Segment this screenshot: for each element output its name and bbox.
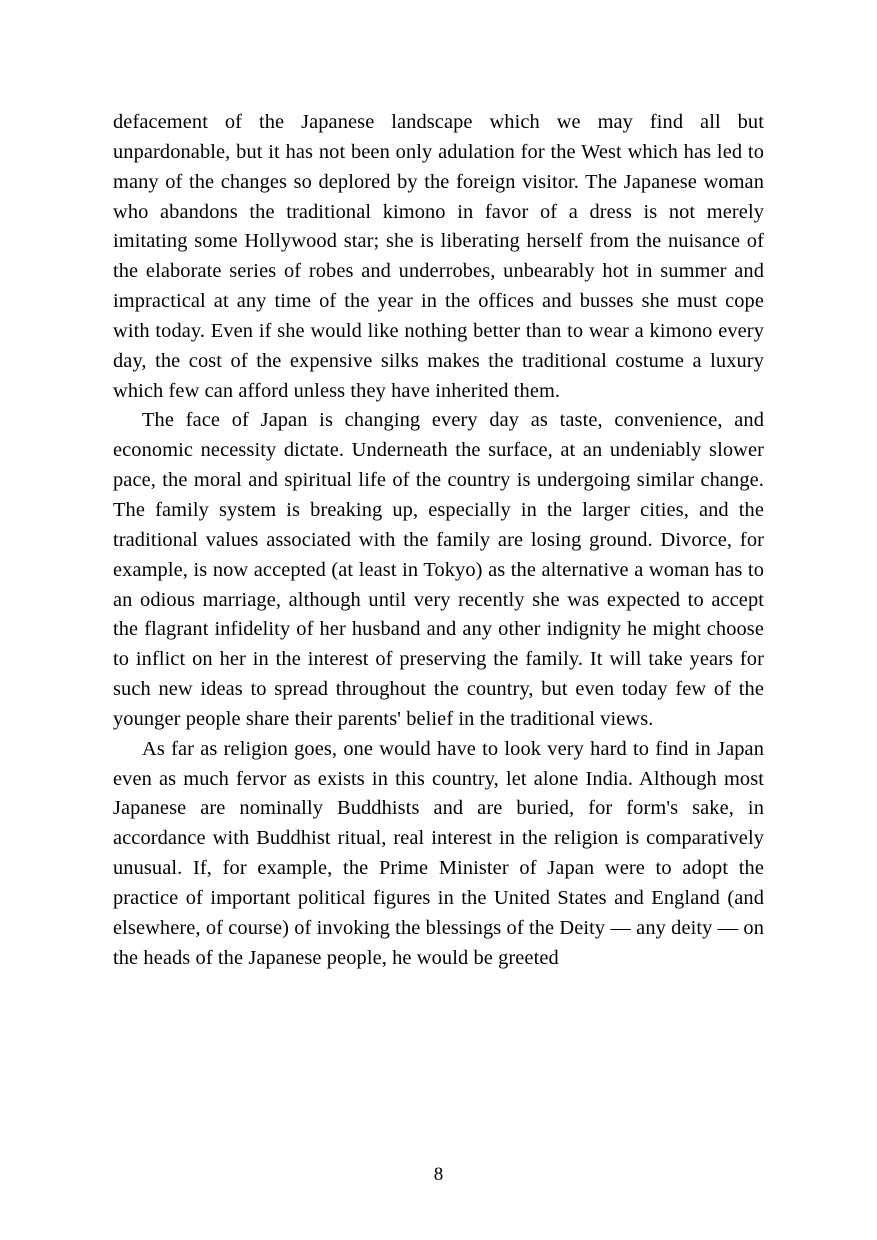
body-text (113, 108, 764, 973)
page-number: 8 (433, 1164, 444, 1185)
paragraph-2: The face of Japan is changing every day as taste, convenience, and economic necessity dictate. Underneath the surface, at an undeniably slower pace, the moral and spiritual life of the country is undergoing similar change. The family system is breaking up, especially in the larger cities, and the traditional values associated with the family are losing ground. Divorce, for example, is now accepted (at least in Tokyo) as the alternative a woman has to an odious marriage, although until very recently she was expected to accept the flagrant infidelity of her husband and any other indignity he might choose to inflict on her in the interest of preserving the family. It will take years for such new ideas to spread throughout the country, but even today few of the younger people share their parents' belief in the traditional views. (113, 409, 764, 730)
paragraph-1: defacement of the Japanese landscape which we may find all but unpardonable, but it has not been only adulation for the West which has led to many of the changes so deplored by the foreign visitor. The Japanese woman who abandons the traditional kimono in favor of a dress is not merely imitating some Hollywood star; she is liberating herself from the nuisance of the elaborate series of robes and underrobes, unbearably hot in summer and impractical at any time of the year in the offices and busses she must cope with today. Even if she would like nothing better than to wear a kimono every day, the cost of the expensive silks makes the traditional costume a luxury which few can afford unless they have inherited them. (113, 111, 764, 402)
paragraph-3: As far as religion goes, one would have to look very hard to find in Japan even as much fervor as exists in this country, let alone India. Although most Japanese are nominally Buddhists and are buried, for form's sake, in accordance with Buddhist ritual, real interest in the religion is comparatively unusual. If, for example, the Prime Minister of Japan were to adopt the practice of important political figures in the United States and England (and elsewhere, of course) of invoking the blessings of the Deity — any deity — on the heads of the Japanese people, he would be greeted (113, 737, 764, 969)
